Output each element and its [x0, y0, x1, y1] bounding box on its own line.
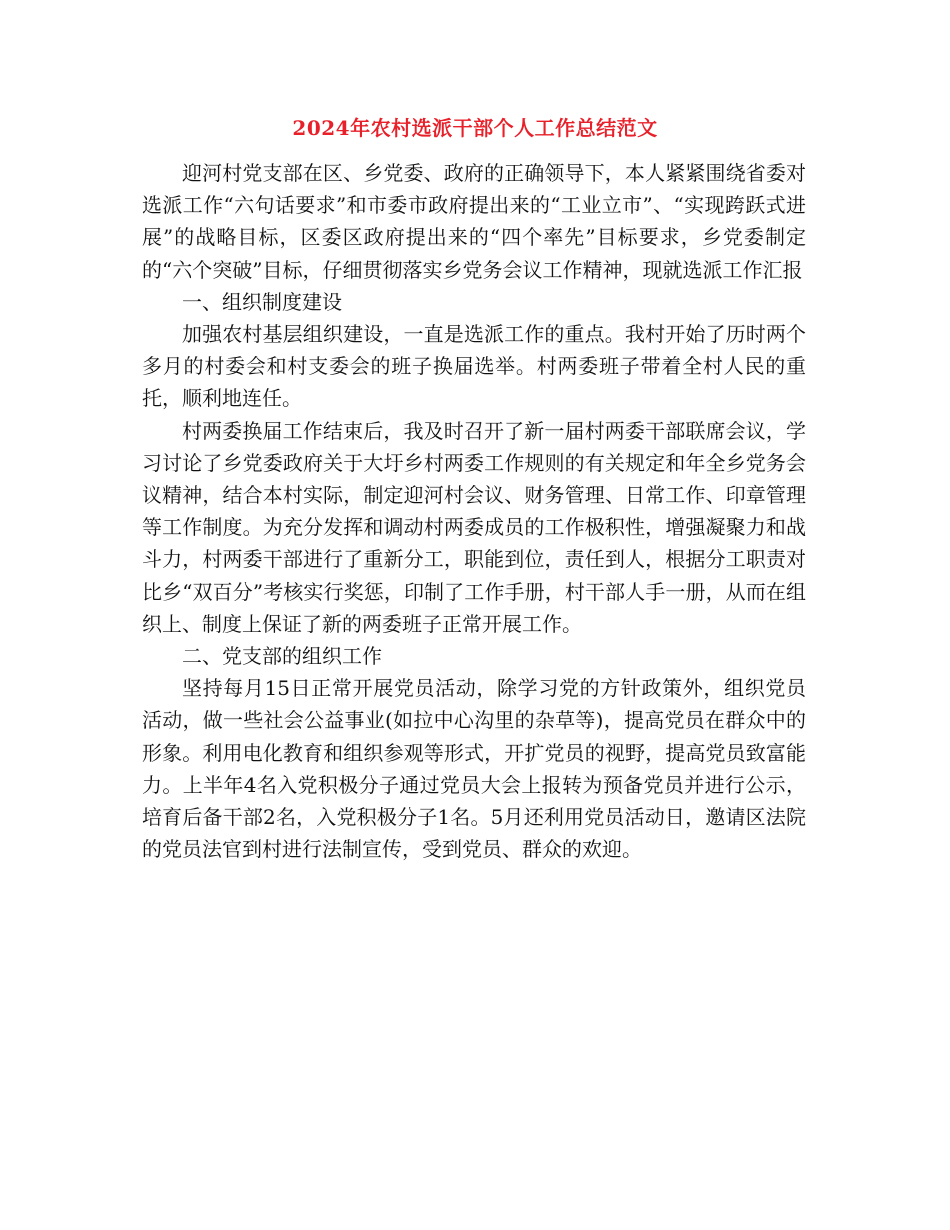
paragraph: 村两委换届工作结束后，我及时召开了新一届村两委干部联席会议，学习讨论了乡党委政府关于大圩乡村两委工作规则的有关规定和年全乡党务会议精神，结合本村实际，制定迎河村会议、财务管理、日常工作、印章管理等工作制度。为充分发挥和调动村两委成员的工作极积性，增强凝聚力和战斗力，村两委干部进行了重新分工，职能到位，责任到人，根据分工职责对比乡“双百分”考核实行奖惩，印制了工作手册，村干部人手一册，从而在组织上、制度上保证了新的两委班子正常开展工作。: [142, 418, 806, 636]
document-title: 2024年农村选派干部个人工作总结范文: [292, 116, 658, 140]
section-heading-2: 二、党支部的组织工作: [182, 644, 382, 669]
paragraph: 加强农村基层组织建设，一直是选派工作的重点。我村开始了历时两个多月的村委会和村支委会的班子换届选举。村两委班子带着全村人民的重托，顺利地连任。: [142, 322, 806, 411]
document-body: [142, 157, 806, 865]
paragraph: 坚持每月15日正常开展党员活动，除学习党的方针政策外，组织党员活动，做一些社会公益事业(如拉中心沟里的杂草等)，提高党员在群众中的形象。利用电化教育和组织参观等形式，开扩党员的视野，提高党员致富能力。上半年4名入党积极分子通过党员大会上报转为预备党员并进行公示，培育后备干部2名，入党积极分子1名。5月还利用党员活动日，邀请区法院的党员法官到村进行法制宣传，受到党员、群众的欢迎。: [142, 676, 806, 862]
section-heading-1: 一、组织制度建设: [182, 289, 342, 314]
paragraph-intro: 迎河村党支部在区、乡党委、政府的正确领导下，本人紧紧围绕省委对选派工作“六句话要求”和市委市政府提出来的“工业立市”、“实现跨跃式进展”的战略目标，区委区政府提出来的“四个率先”目标要求，乡党委制定的“六个突破”目标，仔细贯彻落实乡党务会议工作精神，现就选派工作汇报: [142, 161, 806, 282]
